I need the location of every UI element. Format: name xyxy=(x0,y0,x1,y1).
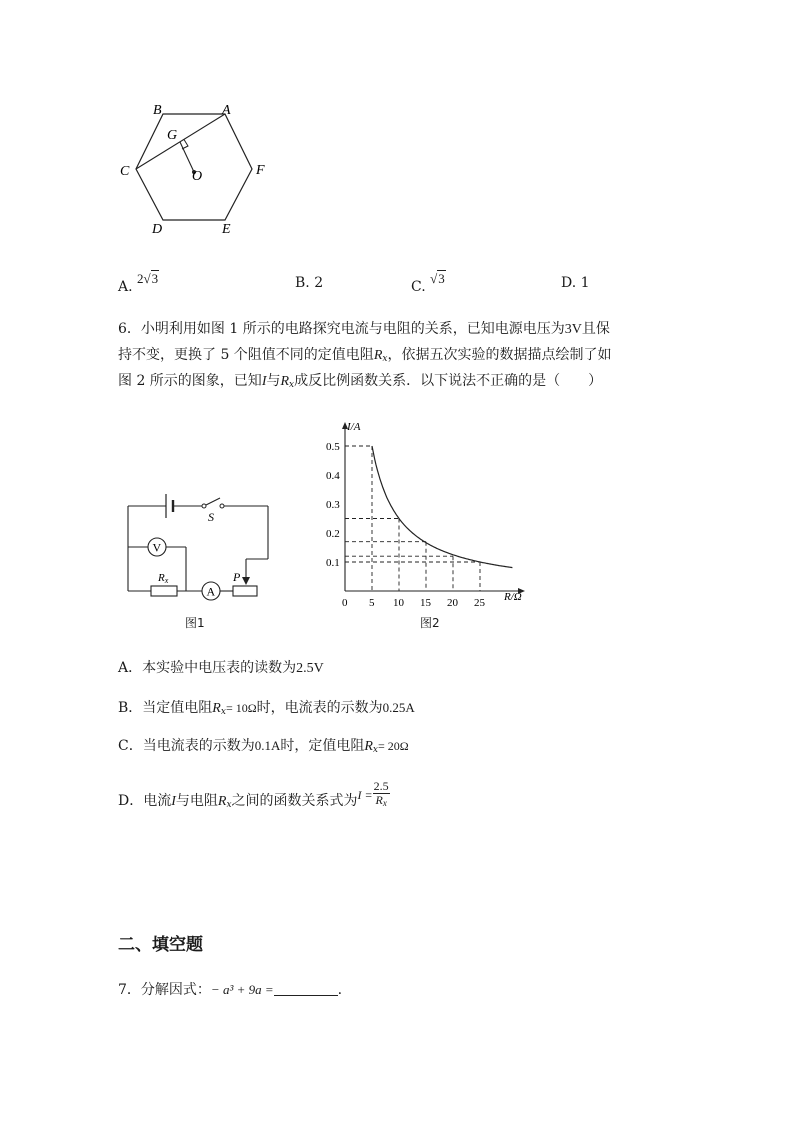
ammeter-label: A xyxy=(206,584,216,599)
q6-option-a: A．本实验中电压表的读数为2.5V xyxy=(118,660,324,676)
label-o: O xyxy=(192,169,203,184)
switch-label: S xyxy=(208,510,214,524)
label-d: D xyxy=(152,222,163,237)
q5-option-a xyxy=(118,271,159,299)
y-tick-label: 0.5 xyxy=(326,441,340,453)
q6-option-d: D．电流I与电阻$R_x$之间的函数关系式为I = $\frac{2.5}{R_x}$ xyxy=(118,779,389,810)
x-tick-label: 25 xyxy=(474,597,485,609)
q6-option-b: B．当定值电阻$R_x= 10\Omega$时，电流表的示数为0.25A xyxy=(118,700,415,717)
circuit-diagram xyxy=(120,485,280,610)
option-b-value: 2 xyxy=(314,275,324,291)
q7-expression: − a³ + 9a = xyxy=(210,982,274,997)
q6-option-c: C．当电流表的示数为0.1A时，定值电阻$R_x= 20\Omega$ xyxy=(118,738,409,755)
option-b-label: B. xyxy=(295,275,310,291)
y-tick-label: 0.1 xyxy=(326,557,340,569)
slider-label: P xyxy=(233,570,241,584)
x-axis-label: R/Ω xyxy=(504,591,522,603)
hexagon-shape xyxy=(136,114,252,220)
inverse-curve xyxy=(372,446,512,568)
hexagon-figure xyxy=(110,96,280,241)
voltmeter-label: V xyxy=(152,540,162,555)
option-d-value: 1 xyxy=(580,275,590,291)
option-a-label: A. xyxy=(118,279,133,295)
label-c: C xyxy=(120,164,130,179)
q6-line-3: 图 2 所示的图象，已知I与$R_x$成反比例函数关系．以下说法不正确的是（ ） xyxy=(118,373,603,390)
x-tick-label: 0 xyxy=(342,597,348,609)
q6-line-1: 6．小明利用如图 1 所示的电路探究电流与电阻的关系，已知电源电压为3V且保 xyxy=(118,321,610,337)
q5-option-d xyxy=(561,271,590,295)
x-tick-label: 20 xyxy=(447,597,458,609)
figure2-caption: 图2 xyxy=(420,616,440,630)
label-f: F xyxy=(256,163,265,178)
option-a-value: 2√3 xyxy=(137,271,159,286)
label-e: E xyxy=(222,222,231,237)
x-tick-label: 10 xyxy=(393,597,404,609)
label-b: B xyxy=(153,103,162,118)
y-tick-label: 0.4 xyxy=(326,470,340,482)
section-heading: 二、填空题 xyxy=(118,935,203,955)
x-tick-label: 15 xyxy=(420,597,431,609)
switch-blade xyxy=(206,498,220,505)
x-tick-label: 5 xyxy=(369,597,375,609)
y-tick-label: 0.3 xyxy=(326,499,340,511)
q7: 7．分解因式：− a³ + 9a = . xyxy=(118,982,343,998)
slider-arrow xyxy=(242,577,250,585)
rheostat xyxy=(233,586,257,596)
option-d-label: D. xyxy=(561,275,577,291)
q5-option-c xyxy=(411,271,446,299)
y-axis-label: I/A xyxy=(347,421,361,433)
answer-blank[interactable] xyxy=(274,981,338,996)
y-tick-label: 0.2 xyxy=(326,528,340,540)
label-g: G xyxy=(167,128,178,143)
q6-line-2: 持不变，更换了 5 个阻值不同的定值电阻$R_x$，依据五次实验的数据描点绘制了如 xyxy=(118,347,612,364)
resistor-rx-label: Rx xyxy=(158,572,169,585)
resistor-rx xyxy=(151,586,177,596)
q5-option-b xyxy=(295,271,323,295)
figure1-caption: 图1 xyxy=(185,616,205,630)
option-c-value: √3 xyxy=(430,271,445,286)
label-a: A xyxy=(222,103,231,118)
option-c-label: C. xyxy=(411,279,426,295)
current-resistance-chart xyxy=(318,418,538,610)
